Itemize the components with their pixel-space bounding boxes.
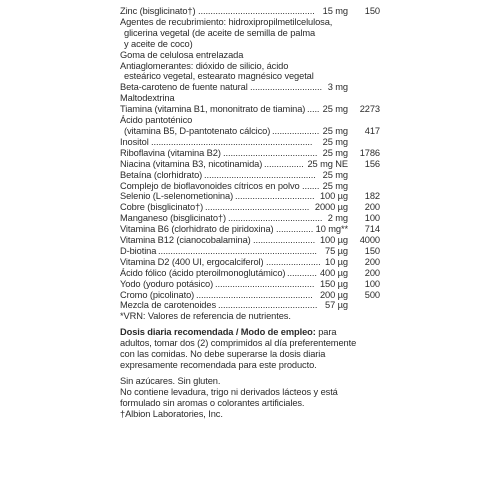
nutrient-row — [120, 93, 380, 104]
nutrient-row — [120, 290, 380, 301]
nutrient-amount: 10 µg — [325, 256, 348, 267]
nutrient-name: Vitamina B12 (cianocobalamina) — [120, 235, 251, 246]
leader-dots: ......................... — [253, 235, 316, 246]
nutrient-amount: 75 µg — [325, 245, 348, 256]
leader-dots: ...................................... — [223, 147, 318, 158]
nutrient-amount: 200 µg — [319, 289, 348, 300]
nutrient-amount: 25 mg NE — [307, 158, 348, 169]
nutrient-name: Riboflavina (vitamina B2) — [120, 147, 221, 158]
nutrient-amount: 100 µg — [319, 235, 348, 246]
nutrient-row — [120, 126, 380, 137]
leader-dots: ............................................... — [196, 289, 313, 300]
leader-dots: ............................. — [250, 82, 323, 93]
nutrient-name: Cobre (bisglicinato†) — [120, 202, 204, 213]
nutrient-vrn: 4000 — [359, 235, 380, 246]
nutrient-name: Vitamina D2 (400 UI, ergocalciferol) — [120, 256, 264, 267]
leader-dots: ............................................... — [198, 6, 315, 16]
nutrient-row — [120, 268, 380, 279]
nutrient-row — [120, 213, 380, 224]
nutrient-row — [120, 181, 380, 192]
nutrient-name: Complejo de bioflavonoides cítricos en polvo — [120, 180, 300, 191]
leader-dots: ..... — [307, 104, 320, 115]
nutrient-row — [120, 71, 380, 82]
nutrient-name: Yodo (yoduro potásico) — [120, 278, 214, 289]
leader-dots: ....... — [302, 180, 320, 191]
leader-dots: ................................................................ — [158, 245, 317, 256]
leader-dots: ............ — [287, 267, 317, 278]
nutrient-row — [120, 235, 380, 246]
nutrient-name: Betaína (clorhidrato) — [120, 169, 203, 180]
nutrient-amount: 400 µg — [319, 267, 348, 278]
nutrient-row — [120, 17, 380, 28]
trademark-note: †Albion Laboratories, Inc. — [120, 408, 223, 419]
nutrient-row — [120, 279, 380, 290]
nutrient-row — [120, 300, 380, 311]
nutrient-vrn: 417 — [364, 125, 380, 136]
nutrient-amount: 2000 µg — [314, 202, 348, 213]
nutrient-amount: 25 mg — [322, 104, 348, 115]
nutrient-vrn: 156 — [364, 158, 380, 169]
vrn-footnote: *VRN: Valores de referencia de nutrientes. — [120, 311, 291, 322]
nutrient-vrn: 200 — [364, 202, 380, 213]
leader-dots: ........................................ — [218, 300, 318, 311]
nutrient-amount: 57 µg — [325, 300, 348, 311]
nutrient-row — [120, 224, 380, 235]
nutrient-name: Niacina (vitamina B3, nicotinamida) — [120, 158, 263, 169]
nutrient-name: Manganeso (bisglicinato†) — [120, 213, 227, 224]
leader-dots: ................ — [264, 158, 304, 169]
nutrient-row — [120, 115, 380, 126]
nutrient-row — [120, 170, 380, 181]
nutrient-vrn: 150 — [364, 6, 380, 16]
nutrient-name: Selenio (L-selenometionina) — [120, 191, 234, 202]
nutrient-amount: 10 mg** — [315, 224, 348, 235]
nutrient-name: glicerina vegetal (de aceite de semilla de palma — [124, 27, 316, 38]
nutrient-vrn: 200 — [364, 256, 380, 267]
nutrient-row — [120, 191, 380, 202]
nutrient-name: Cromo (picolinato) — [120, 289, 195, 300]
leader-dots: ...................... — [266, 256, 321, 267]
nutrient-name: Tiamina (vitamina B1, mononitrato de tiamina) — [120, 104, 306, 115]
leader-dots: ...................................... — [228, 213, 323, 224]
dosage-paragraph — [120, 327, 370, 371]
nutrient-amount: 3 mg — [327, 82, 348, 93]
leader-dots: ................................ — [235, 191, 315, 202]
nutrient-name: esteárico vegetal, estearato magnésico vegetal — [124, 71, 314, 82]
leader-dots: ........................................ — [215, 278, 315, 289]
leader-dots: .......................................... — [205, 202, 310, 213]
nutrient-vrn: 100 — [364, 278, 380, 289]
free-from-text: Sin azúcares. Sin gluten. — [120, 375, 221, 386]
nutrient-row — [120, 257, 380, 268]
nutrient-row — [120, 104, 380, 115]
leader-dots: ................... — [272, 125, 320, 136]
nutrient-name: D-biotina — [120, 245, 157, 256]
nutrient-amount: 25 mg — [322, 169, 348, 180]
nutrient-name: Vitamina B6 (clorhidrato de piridoxina) — [120, 224, 274, 235]
nutrient-amount: 25 mg — [322, 125, 348, 136]
nutrient-name: Antiaglomerantes: dióxido de silicio, ácido — [120, 60, 289, 71]
nutrient-vrn: 182 — [364, 191, 380, 202]
nutrient-vrn: 714 — [364, 224, 380, 235]
nutrient-vrn: 200 — [364, 267, 380, 278]
nutrient-name: Maltodextrina — [120, 93, 175, 104]
leader-dots: ................................................................. — [151, 136, 313, 147]
nutrient-vrn: 150 — [364, 245, 380, 256]
nutrient-name: Zinc (bisglicinato†) — [120, 6, 196, 16]
nutrient-name: Inositol — [120, 136, 149, 147]
nutrient-row — [120, 202, 380, 213]
nutrient-name: Ácido pantoténico — [120, 115, 193, 126]
not-contains-text: No contiene levadura, trigo ni derivados lácteos y está formulado sin aromas o colorantes artificiales. — [120, 386, 338, 408]
dosage-heading: Dosis diaria recomendada / Modo de empleo: — [120, 327, 316, 338]
nutrient-name: Beta-caroteno de fuente natural — [120, 82, 248, 93]
nutrient-amount: 2 mg — [327, 213, 348, 224]
nutrient-row — [120, 6, 380, 17]
nutrient-amount: 100 µg — [319, 191, 348, 202]
nutrient-vrn: 500 — [364, 289, 380, 300]
nutrient-name: Mezcla de carotenoides — [120, 300, 216, 311]
nutrient-name: Agentes de recubrimiento: hidroxipropilmetilcelulosa, — [120, 16, 333, 27]
nutrient-name: Goma de celulosa entrelazada — [120, 49, 244, 60]
nutrient-amount: 25 mg — [322, 147, 348, 158]
nutrient-row — [120, 82, 380, 93]
nutrient-list — [120, 6, 380, 311]
dosage-text: para adultos, tomar dos (2) comprimidos al día preferentemente con las comidas. No debe superarse la dosis diaria expresamente recomendada para este producto. — [120, 327, 357, 370]
nutrient-row — [120, 39, 380, 50]
nutrient-vrn: 1786 — [359, 147, 380, 158]
leader-dots: ............................................. — [204, 169, 316, 180]
nutrient-row — [120, 159, 380, 170]
nutrient-row — [120, 246, 380, 257]
nutrient-amount: 15 mg — [322, 6, 348, 16]
nutrient-row — [120, 61, 380, 72]
leader-dots: ............... — [276, 224, 313, 235]
supplement-facts-panel — [120, 6, 380, 420]
nutrient-amount: 25 mg — [322, 136, 348, 147]
nutrient-row — [120, 28, 380, 39]
nutrient-vrn: 2273 — [359, 104, 380, 115]
nutrient-vrn: 100 — [364, 213, 380, 224]
nutrient-name: Ácido fólico (ácido pteroilmonoglutámico) — [120, 267, 286, 278]
nutrient-amount: 25 mg — [322, 180, 348, 191]
nutrient-name: (vitamina B5, D-pantotenato cálcico) — [124, 125, 271, 136]
nutrient-row — [120, 137, 380, 148]
nutrient-row — [120, 50, 380, 61]
nutrient-name: y aceite de coco) — [124, 38, 193, 49]
nutrient-row — [120, 148, 380, 159]
nutrient-amount: 150 µg — [319, 278, 348, 289]
